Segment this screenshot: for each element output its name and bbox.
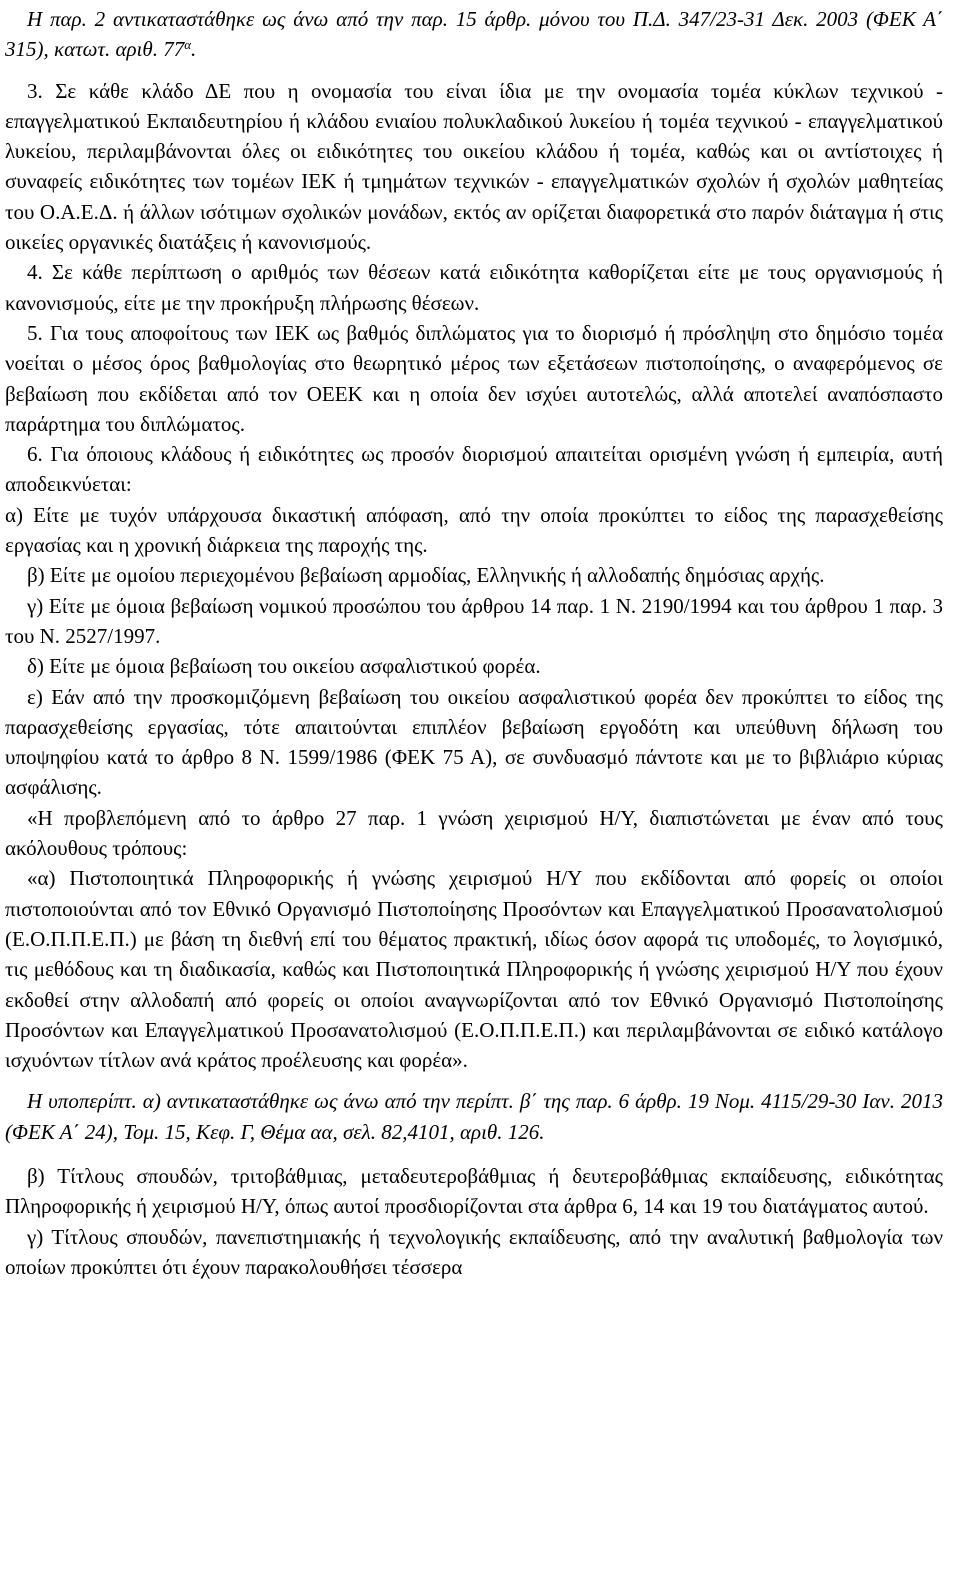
document-page [5,4,943,1282]
paragraph-3: 3. Σε κάθε κλάδο ΔΕ που η ονομασία του είναι ίδια με την ονομασία τομέα κύκλων τεχνικού - επαγγελματικού Εκπαιδευτηρίου ή κλάδου ενιαίου πολυκλαδικού λυκείου ή τομέα τεχνικού - επαγγελματικού λυκείου, περιλαμβάνονται όλες οι ειδικότητες του οικείου κλάδου ή τομέα, καθώς και οι αντίστοιχες ή συναφείς ειδικότητες των τομέων ΙΕΚ ή τμημάτων τεχνικών - επαγγελματικών σχολών ή σχολών μαθητείας του Ο.Α.Ε.Δ. ή άλλων ισότιμων σχολικών μονάδων, εκτός αν ορίζεται διαφορετικά στο παρόν διάταγμα ή στις οικείες οργανικές διατάξεις ή κανονισμούς. [5,78,943,255]
amendment-note-superscript: α [184,37,192,53]
quote-intro: «Η προβλεπόμενη από το άρθρο 27 παρ. 1 γνώση χειρισμού Η/Υ, διαπιστώνεται με έναν από τους ακόλουθους τρόπους: [5,805,943,861]
paragraph-5: 5. Για τους αποφοίτους των ΙΕΚ ως βαθμός διπλώματος για το διορισμό ή πρόσληψη στο δημόσιο τομέα νοείται ο μέσος όρος βαθμολογίας στο θεωρητικό μέρος των εξετάσεων πιστοποίησης, ο αναφερόμενος σε βεβαίωση που εκδίδεται από τον ΟΕΕΚ και η οποία δεν ισχύει αυτοτελώς, αλλά αποτελεί αναπόσπαστο παράρτημα του διπλώματος. [5,320,943,436]
amendment-note [5,4,943,65]
paragraph-6-item-a: α) Είτε με τυχόν υπάρχουσα δικαστική απόφαση, από την οποία προκύπτει το είδος της παρασχεθείσης εργασίας και η χρονική διάρκεια της παροχής της. [5,502,943,558]
paragraph-6-item-d: δ) Είτε με όμοια βεβαίωση του οικείου ασφαλιστικού φορέα. [27,654,541,679]
paragraph-6-item-e: ε) Εάν από την προσκομιζόμενη βεβαίωση του οικείου ασφαλιστικού φορέα δεν προκύπτει το είδος της παρασχεθείσης εργασίας, τότε απαιτούνται επιπλέον βεβαίωση εργοδότη και υπεύθυνη δήλωση του υποψηφίου κατά το άρθρο 8 Ν. 1599/1986 (ΦΕΚ 75 Α), σε συνδυασμό πάντοτε και με το βιβλιάριο κύριας ασφάλισης. [5,684,943,800]
amendment-note-text: Η παρ. 2 αντικαταστάθηκε ως άνω από την παρ. 15 άρθρ. μόνου του Π.Δ. 347/23-31 Δεκ. 2003 (ΦΕΚ Α΄ 315), κατωτ. αριθ. 77 [5,7,943,62]
amendment-note-end: . [191,37,197,62]
paragraph-4: 4. Σε κάθε περίπτωση ο αριθμός των θέσεων κατά ειδικότητα καθορίζεται είτε με τους οργανισμούς ή κανονισμούς, είτε με την προκήρυξη πλήρωσης θέσεων. [5,260,943,315]
quote-item-c: γ) Τίτλους σπουδών, πανεπιστημιακής ή τεχνολογικής εκπαίδευσης, από την αναλυτική βαθμολογία των οποίων προκύπτει ότι έχουν παρακολουθήσει τέσσερα [5,1224,943,1279]
quote-item-a: «α) Πιστοποιητικά Πληροφορικής ή γνώσης χειρισμού Η/Υ που εκδίδονται από φορείς οι οποίοι πιστοποιούνται από τον Εθνικό Οργανισμό Πιστοποίησης Προσόντων και Επαγγελματικού Προσανατολισμού (Ε.Ο.Π.Π.Ε.Π.) με βάση τη διεθνή επί του θέματος πρακτική, ιδίως όσον αφορά τις υποδομές, το λογισμικό, τις μεθόδους και τη διαδικασία, καθώς και Πιστοποιητικά Πληροφορικής ή γνώσης χειρισμού Η/Υ που έχουν εκδοθεί στην αλλοδαπή από φορείς οι οποίοι αναγνωρίζονται από τον Εθνικό Οργανισμό Πιστοποίησης Προσόντων και Επαγγελματικού Προσανατολισμού (Ε.Ο.Π.Π.Ε.Π.) και περιλαμβάνονται σε ειδικό κατάλογο ισχυόντων τίτλων ανά κράτος προέλευσης και φορέα». [5,866,943,1073]
sub-amendment-note: Η υποπερίπτ. α) αντικαταστάθηκε ως άνω από την περίπτ. β΄ της παρ. 6 άρθρ. 19 Νομ. 4115/29-30 Ιαν. 2013 (ΦΕΚ Α΄ 24), Τομ. 15, Κεφ. Γ, Θέμα αα, σελ. 82,4101, αριθ. 126. [5,1089,943,1144]
paragraph-6-item-b: β) Είτε με ομοίου περιεχομένου βεβαίωση αρμοδίας, Ελληνικής ή αλλοδαπής δημόσιας αρχής. [27,563,825,588]
paragraph-6-item-c: γ) Είτε με όμοια βεβαίωση νομικού προσώπου του άρθρου 14 παρ. 1 Ν. 2190/1994 και του άρθρου 1 παρ. 3 του Ν. 2527/1997. [5,593,943,648]
paragraph-6: 6. Για όποιους κλάδους ή ειδικότητες ως προσόν διορισμού απαιτείται ορισμένη γνώση ή εμπειρία, αυτή αποδεικνύεται: [5,442,943,497]
quote-item-b: β) Τίτλους σπουδών, τριτοβάθμιας, μεταδευτεροβάθμιας ή δευτεροβάθμιας εκπαίδευσης, ειδικότητας Πληροφορικής ή χειρισμού Η/Υ, όπως αυτοί προσδιορίζονται στα άρθρα 6, 14 και 19 του διατάγματος αυτού. [5,1163,943,1219]
